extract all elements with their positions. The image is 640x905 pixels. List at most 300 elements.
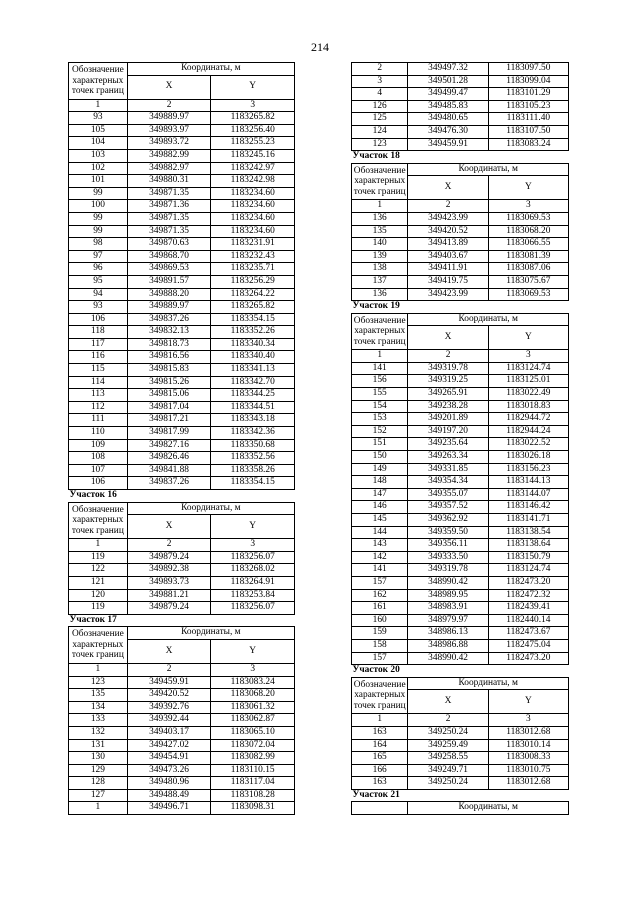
x-coordinate: 349816.56 bbox=[127, 351, 211, 364]
table-row bbox=[352, 375, 569, 388]
x-coordinate: 349427.02 bbox=[127, 739, 211, 752]
table-row bbox=[69, 689, 295, 702]
x-coordinate: 349480.65 bbox=[408, 113, 488, 126]
y-coordinate: 1183072.04 bbox=[211, 739, 295, 752]
table-row bbox=[352, 514, 569, 527]
y-coordinate: 1183341.13 bbox=[211, 364, 295, 377]
table-row bbox=[352, 627, 569, 640]
column-number: 1 bbox=[69, 99, 128, 112]
point-id: 132 bbox=[69, 726, 128, 739]
x-coordinate: 349403.17 bbox=[127, 726, 211, 739]
point-id: 101 bbox=[69, 175, 128, 188]
column-number: 3 bbox=[488, 350, 568, 363]
x-coordinate: 349815.06 bbox=[127, 389, 211, 402]
y-coordinate: 1182440.14 bbox=[488, 614, 568, 627]
y-coordinate: 1183010.75 bbox=[488, 764, 568, 777]
table-row bbox=[352, 551, 569, 564]
x-coordinate: 349454.91 bbox=[127, 752, 211, 765]
table-row bbox=[352, 113, 569, 126]
point-id: 120 bbox=[69, 589, 128, 602]
y-coordinate: 1183234.60 bbox=[211, 200, 295, 213]
y-coordinate: 1183062.87 bbox=[211, 714, 295, 727]
y-coordinate: 1183069.53 bbox=[488, 212, 568, 225]
point-id: 131 bbox=[69, 739, 128, 752]
y-coordinate: 1183138.64 bbox=[488, 539, 568, 552]
point-id: 105 bbox=[69, 124, 128, 137]
table-header-row bbox=[69, 63, 295, 76]
x-coordinate: 349485.83 bbox=[408, 100, 488, 113]
table-row bbox=[69, 263, 295, 276]
column-number-row bbox=[352, 714, 569, 727]
y-header: Y bbox=[488, 176, 568, 200]
y-coordinate: 1183264.91 bbox=[211, 576, 295, 589]
y-coordinate: 1182473.20 bbox=[488, 652, 568, 665]
x-coordinate: 349259.49 bbox=[408, 739, 488, 752]
point-id: 164 bbox=[352, 739, 408, 752]
table-row bbox=[352, 652, 569, 665]
y-coordinate: 1183081.39 bbox=[488, 250, 568, 263]
table-header-row bbox=[69, 502, 295, 515]
point-id: 152 bbox=[352, 425, 408, 438]
y-coordinate: 1183111.40 bbox=[488, 113, 568, 126]
table-row bbox=[352, 614, 569, 627]
y-coordinate: 1183022.49 bbox=[488, 388, 568, 401]
section-title: Участок 19 bbox=[352, 301, 569, 314]
point-id: 165 bbox=[352, 752, 408, 765]
x-coordinate: 349888.20 bbox=[127, 288, 211, 301]
x-coordinate: 349832.13 bbox=[127, 326, 211, 339]
y-coordinate: 1183105.23 bbox=[488, 100, 568, 113]
y-coordinate: 1183069.53 bbox=[488, 288, 568, 301]
x-coordinate: 349392.76 bbox=[127, 701, 211, 714]
coordinates-header: Координаты, м bbox=[127, 63, 294, 76]
x-coordinate: 349423.99 bbox=[408, 288, 488, 301]
point-id: 114 bbox=[69, 376, 128, 389]
point-id: 94 bbox=[69, 288, 128, 301]
y-coordinate: 1183008.33 bbox=[488, 752, 568, 765]
x-coordinate: 349817.04 bbox=[127, 401, 211, 414]
point-id: 123 bbox=[352, 138, 408, 151]
x-coordinate: 349488.49 bbox=[127, 789, 211, 802]
x-coordinate: 349817.21 bbox=[127, 414, 211, 427]
point-id: 2 bbox=[352, 63, 408, 76]
section-title-row bbox=[69, 490, 295, 503]
table-row bbox=[352, 602, 569, 615]
y-coordinate: 1183265.82 bbox=[211, 301, 295, 314]
y-coordinate: 1183358.26 bbox=[211, 464, 295, 477]
x-coordinate: 349871.35 bbox=[127, 187, 211, 200]
x-coordinate: 349841.88 bbox=[127, 464, 211, 477]
point-id: 138 bbox=[352, 263, 408, 276]
x-coordinate: 348979.97 bbox=[408, 614, 488, 627]
coordinates-header: Координаты, м bbox=[408, 313, 569, 326]
table-row bbox=[69, 452, 295, 465]
y-coordinate: 1183012.68 bbox=[488, 726, 568, 739]
point-id: 160 bbox=[352, 614, 408, 627]
table-row bbox=[352, 589, 569, 602]
point-id: 107 bbox=[69, 464, 128, 477]
x-coordinate: 349882.97 bbox=[127, 162, 211, 175]
table-row bbox=[69, 313, 295, 326]
y-coordinate: 1183352.26 bbox=[211, 326, 295, 339]
y-coordinate: 1183256.07 bbox=[211, 602, 295, 615]
table-row bbox=[69, 439, 295, 452]
point-id: 110 bbox=[69, 427, 128, 440]
x-coordinate: 349818.73 bbox=[127, 338, 211, 351]
x-coordinate: 349201.89 bbox=[408, 413, 488, 426]
point-id: 99 bbox=[69, 212, 128, 225]
table-row bbox=[69, 427, 295, 440]
x-coordinate: 349879.24 bbox=[127, 602, 211, 615]
point-id: 124 bbox=[352, 125, 408, 138]
y-coordinate: 1183150.79 bbox=[488, 551, 568, 564]
x-coordinate: 349265.91 bbox=[408, 388, 488, 401]
x-coordinate: 349869.53 bbox=[127, 263, 211, 276]
x-coordinate: 349411.91 bbox=[408, 263, 488, 276]
point-id: 162 bbox=[352, 589, 408, 602]
point-id: 4 bbox=[352, 88, 408, 101]
table-row bbox=[69, 162, 295, 175]
point-id: 99 bbox=[69, 187, 128, 200]
x-coordinate: 348986.88 bbox=[408, 639, 488, 652]
y-coordinate: 1183264.22 bbox=[211, 288, 295, 301]
x-coordinate: 349815.83 bbox=[127, 364, 211, 377]
x-coordinate: 349413.89 bbox=[408, 238, 488, 251]
point-id: 148 bbox=[352, 476, 408, 489]
table-row bbox=[352, 501, 569, 514]
section-title-row bbox=[352, 789, 569, 802]
x-coordinate: 349499.47 bbox=[408, 88, 488, 101]
table-row bbox=[352, 88, 569, 101]
x-coordinate: 348990.42 bbox=[408, 576, 488, 589]
y-coordinate: 1183107.50 bbox=[488, 125, 568, 138]
y-coordinate: 1183068.20 bbox=[211, 689, 295, 702]
point-id: 163 bbox=[352, 726, 408, 739]
y-coordinate: 1183066.55 bbox=[488, 238, 568, 251]
point-id: 99 bbox=[69, 225, 128, 238]
column-number-row bbox=[69, 539, 295, 552]
point-id: 155 bbox=[352, 388, 408, 401]
x-coordinate: 349480.96 bbox=[127, 777, 211, 790]
table-row bbox=[352, 476, 569, 489]
y-coordinate: 1183235.71 bbox=[211, 263, 295, 276]
point-id: 130 bbox=[69, 752, 128, 765]
point-id: 112 bbox=[69, 401, 128, 414]
x-coordinate: 349197.20 bbox=[408, 425, 488, 438]
table-row bbox=[69, 175, 295, 188]
designation-header: Обозначение характерных точек границ bbox=[69, 502, 128, 539]
table-row bbox=[69, 338, 295, 351]
section-title: Участок 16 bbox=[69, 490, 295, 503]
point-id: 126 bbox=[352, 100, 408, 113]
point-id: 122 bbox=[69, 564, 128, 577]
coordinates-header: Координаты, м bbox=[408, 163, 569, 176]
point-id: 121 bbox=[69, 576, 128, 589]
table-header-row bbox=[352, 163, 569, 176]
point-id: 123 bbox=[69, 676, 128, 689]
x-coordinate: 349891.57 bbox=[127, 275, 211, 288]
y-coordinate: 1183108.28 bbox=[211, 789, 295, 802]
y-coordinate: 1183087.06 bbox=[488, 263, 568, 276]
table-row bbox=[69, 589, 295, 602]
x-coordinate: 349826.46 bbox=[127, 452, 211, 465]
y-coordinate: 1183245.16 bbox=[211, 149, 295, 162]
x-coordinate: 348989.95 bbox=[408, 589, 488, 602]
column-number: 3 bbox=[488, 714, 568, 727]
y-coordinate: 1183255.23 bbox=[211, 137, 295, 150]
table-row bbox=[352, 238, 569, 251]
x-coordinate: 349403.67 bbox=[408, 250, 488, 263]
table-header-row bbox=[352, 802, 569, 815]
x-coordinate: 349362.92 bbox=[408, 514, 488, 527]
table-row bbox=[352, 275, 569, 288]
point-id: 159 bbox=[352, 627, 408, 640]
table-row bbox=[69, 364, 295, 377]
table-row bbox=[352, 777, 569, 790]
point-id: 139 bbox=[352, 250, 408, 263]
x-coordinate: 349357.52 bbox=[408, 501, 488, 514]
point-id: 135 bbox=[69, 689, 128, 702]
section-title-row bbox=[352, 301, 569, 314]
coordinates-header: Координаты, м bbox=[127, 502, 294, 515]
table-row bbox=[352, 463, 569, 476]
table-row bbox=[352, 726, 569, 739]
table-row bbox=[69, 288, 295, 301]
point-id: 127 bbox=[69, 789, 128, 802]
column-number: 2 bbox=[127, 99, 211, 112]
table-row bbox=[69, 576, 295, 589]
y-coordinate: 1183342.70 bbox=[211, 376, 295, 389]
column-number: 2 bbox=[408, 714, 488, 727]
x-coordinate: 348983.91 bbox=[408, 602, 488, 615]
point-id: 136 bbox=[352, 288, 408, 301]
x-coordinate: 349459.91 bbox=[408, 138, 488, 151]
x-coordinate: 349319.78 bbox=[408, 362, 488, 375]
column-number-row bbox=[352, 350, 569, 363]
point-id: 118 bbox=[69, 326, 128, 339]
point-id: 111 bbox=[69, 414, 128, 427]
y-coordinate: 1183352.56 bbox=[211, 452, 295, 465]
point-id: 116 bbox=[69, 351, 128, 364]
y-header: Y bbox=[211, 515, 295, 539]
x-coordinate: 349355.07 bbox=[408, 488, 488, 501]
column-number-row bbox=[69, 663, 295, 676]
x-coordinate: 349889.97 bbox=[127, 112, 211, 125]
table-row bbox=[352, 125, 569, 138]
left-coordinates-table bbox=[68, 62, 295, 815]
y-coordinate: 1183344.25 bbox=[211, 389, 295, 402]
table-header-row bbox=[69, 627, 295, 640]
table-row bbox=[69, 464, 295, 477]
point-id: 144 bbox=[352, 526, 408, 539]
x-coordinate: 349815.26 bbox=[127, 376, 211, 389]
y-coordinate: 1183350.68 bbox=[211, 439, 295, 452]
y-coordinate: 1183097.50 bbox=[488, 63, 568, 76]
y-coordinate: 1183124.74 bbox=[488, 564, 568, 577]
table-row bbox=[69, 376, 295, 389]
point-id: 154 bbox=[352, 400, 408, 413]
point-id: 125 bbox=[352, 113, 408, 126]
table-row bbox=[69, 112, 295, 125]
column-number: 3 bbox=[211, 663, 295, 676]
table-row bbox=[69, 275, 295, 288]
y-coordinate: 1183065.10 bbox=[211, 726, 295, 739]
table-row bbox=[352, 739, 569, 752]
column-number: 1 bbox=[69, 539, 128, 552]
table-row bbox=[69, 551, 295, 564]
left-coordinates-column bbox=[68, 62, 295, 815]
table-row bbox=[352, 250, 569, 263]
x-coordinate: 349893.73 bbox=[127, 576, 211, 589]
point-id: 115 bbox=[69, 364, 128, 377]
point-id: 136 bbox=[352, 212, 408, 225]
table-row bbox=[352, 564, 569, 577]
x-coordinate: 349419.75 bbox=[408, 275, 488, 288]
x-coordinate: 349880.31 bbox=[127, 175, 211, 188]
table-row bbox=[69, 802, 295, 815]
table-row bbox=[69, 200, 295, 213]
y-coordinate: 1183342.36 bbox=[211, 427, 295, 440]
y-coordinate: 1183018.83 bbox=[488, 400, 568, 413]
column-number: 2 bbox=[408, 350, 488, 363]
table-row bbox=[69, 676, 295, 689]
y-coordinate: 1183125.01 bbox=[488, 375, 568, 388]
table-row bbox=[69, 326, 295, 339]
point-id: 141 bbox=[352, 564, 408, 577]
y-coordinate: 1182944.72 bbox=[488, 413, 568, 426]
x-coordinate: 349837.26 bbox=[127, 313, 211, 326]
point-id: 133 bbox=[69, 714, 128, 727]
y-header: Y bbox=[488, 690, 568, 714]
designation-header: Обозначение характерных точек границ bbox=[352, 677, 408, 714]
table-row bbox=[69, 124, 295, 137]
point-id: 134 bbox=[69, 701, 128, 714]
section-title-row bbox=[352, 151, 569, 164]
point-id: 129 bbox=[69, 764, 128, 777]
point-id: 3 bbox=[352, 75, 408, 88]
y-coordinate: 1183156.23 bbox=[488, 463, 568, 476]
table-row bbox=[69, 564, 295, 577]
column-number: 1 bbox=[69, 663, 128, 676]
point-id: 1 bbox=[69, 802, 128, 815]
x-coordinate: 349871.36 bbox=[127, 200, 211, 213]
point-id: 157 bbox=[352, 652, 408, 665]
table-row bbox=[352, 539, 569, 552]
x-coordinate: 348986.13 bbox=[408, 627, 488, 640]
y-coordinate: 1183098.31 bbox=[211, 802, 295, 815]
y-coordinate: 1183082.99 bbox=[211, 752, 295, 765]
x-coordinate: 349250.24 bbox=[408, 777, 488, 790]
y-header: Y bbox=[211, 639, 295, 663]
y-coordinate: 1182473.20 bbox=[488, 576, 568, 589]
point-id: 146 bbox=[352, 501, 408, 514]
section-title: Участок 17 bbox=[69, 614, 295, 627]
point-id: 153 bbox=[352, 413, 408, 426]
y-coordinate: 1183234.60 bbox=[211, 225, 295, 238]
table-row bbox=[352, 75, 569, 88]
table-row bbox=[352, 225, 569, 238]
y-coordinate: 1182473.67 bbox=[488, 627, 568, 640]
table-row bbox=[352, 764, 569, 777]
y-coordinate: 1183083.24 bbox=[211, 676, 295, 689]
point-id: 151 bbox=[352, 438, 408, 451]
table-row bbox=[352, 488, 569, 501]
designation-header: Обозначение характерных точек границ bbox=[69, 63, 128, 100]
x-coordinate: 349319.25 bbox=[408, 375, 488, 388]
x-coordinate: 349473.26 bbox=[127, 764, 211, 777]
y-coordinate: 1183253.84 bbox=[211, 589, 295, 602]
point-id: 95 bbox=[69, 275, 128, 288]
y-coordinate: 1183101.29 bbox=[488, 88, 568, 101]
point-id: 147 bbox=[352, 488, 408, 501]
y-coordinate: 1183265.82 bbox=[211, 112, 295, 125]
x-header: X bbox=[127, 75, 211, 99]
table-row bbox=[352, 425, 569, 438]
x-coordinate: 349893.97 bbox=[127, 124, 211, 137]
x-coordinate: 349496.71 bbox=[127, 802, 211, 815]
table-row bbox=[352, 138, 569, 151]
x-coordinate: 349817.99 bbox=[127, 427, 211, 440]
y-coordinate: 1183022.52 bbox=[488, 438, 568, 451]
x-coordinate: 349868.70 bbox=[127, 250, 211, 263]
table-row bbox=[69, 414, 295, 427]
right-coordinates-column bbox=[351, 62, 569, 815]
table-row bbox=[69, 602, 295, 615]
table-row bbox=[69, 401, 295, 414]
point-id: 158 bbox=[352, 639, 408, 652]
designation-header: Обозначение характерных точек границ bbox=[69, 627, 128, 664]
x-coordinate: 349881.21 bbox=[127, 589, 211, 602]
column-number: 1 bbox=[352, 714, 408, 727]
y-coordinate: 1183124.74 bbox=[488, 362, 568, 375]
x-coordinate: 349249.71 bbox=[408, 764, 488, 777]
point-id: 143 bbox=[352, 539, 408, 552]
y-coordinate: 1183010.14 bbox=[488, 739, 568, 752]
table-row bbox=[69, 149, 295, 162]
y-coordinate: 1183268.02 bbox=[211, 564, 295, 577]
y-coordinate: 1183138.54 bbox=[488, 526, 568, 539]
x-coordinate: 349497.32 bbox=[408, 63, 488, 76]
y-coordinate: 1183234.60 bbox=[211, 212, 295, 225]
y-header: Y bbox=[488, 326, 568, 350]
point-id: 106 bbox=[69, 313, 128, 326]
table-row bbox=[352, 212, 569, 225]
table-row bbox=[352, 451, 569, 464]
point-id: 128 bbox=[69, 777, 128, 790]
point-id: 163 bbox=[352, 777, 408, 790]
point-id: 93 bbox=[69, 112, 128, 125]
x-coordinate: 349889.97 bbox=[127, 301, 211, 314]
column-number: 2 bbox=[127, 539, 211, 552]
y-header: Y bbox=[211, 75, 295, 99]
x-coordinate: 349871.35 bbox=[127, 212, 211, 225]
x-coordinate: 349871.35 bbox=[127, 225, 211, 238]
y-coordinate: 1183110.15 bbox=[211, 764, 295, 777]
y-coordinate: 1183256.29 bbox=[211, 275, 295, 288]
y-coordinate: 1183144.13 bbox=[488, 476, 568, 489]
y-coordinate: 1183242.98 bbox=[211, 175, 295, 188]
table-row bbox=[69, 301, 295, 314]
point-id: 150 bbox=[352, 451, 408, 464]
page-number: 214 bbox=[311, 40, 329, 54]
coordinates-header: Координаты, м bbox=[408, 677, 569, 690]
y-coordinate: 1182439.41 bbox=[488, 602, 568, 615]
designation-header-cell bbox=[352, 802, 408, 815]
table-row bbox=[69, 477, 295, 490]
table-row bbox=[352, 639, 569, 652]
x-coordinate: 349250.24 bbox=[408, 726, 488, 739]
x-coordinate: 349420.52 bbox=[127, 689, 211, 702]
